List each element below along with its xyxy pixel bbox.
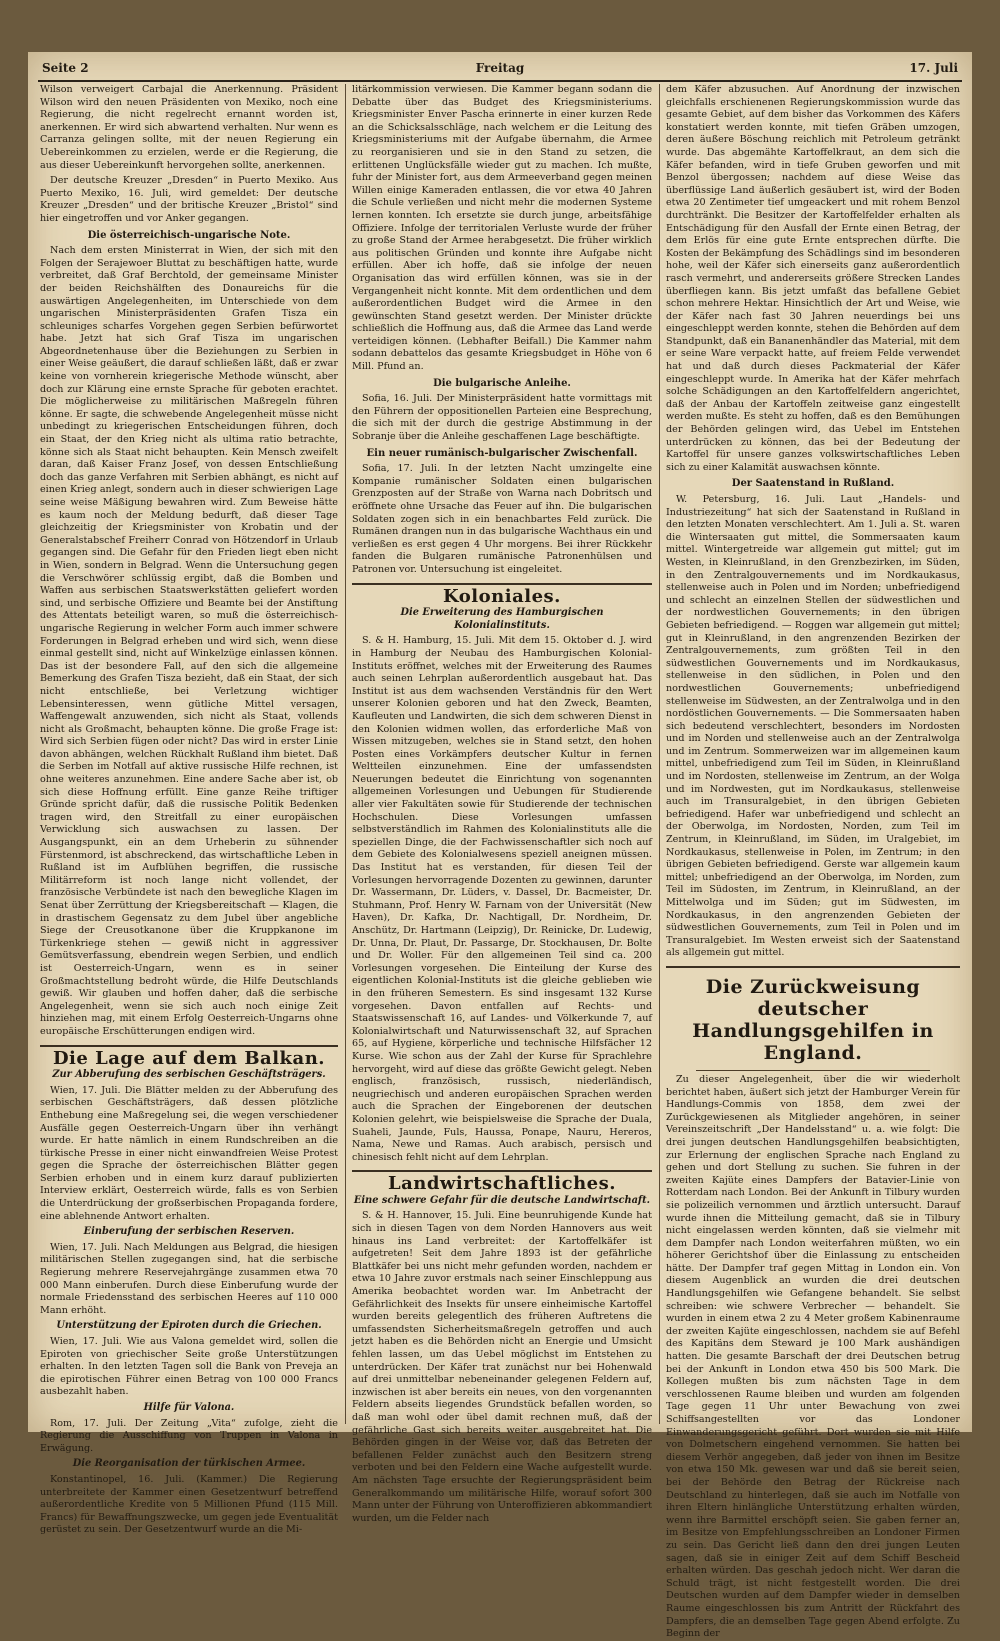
article-text: Rom, 17. Juli. Der Zeitung „Vita“ zufolge, zieht die Regierung die Ausschiffung von Truppen in Valona in Erwägung. xyxy=(40,1417,338,1454)
column-1 xyxy=(40,84,338,1536)
article-text: Sofia, 17. Juli. In der letzten Nacht umzingelte eine Kompanie rumänischer Soldaten einen bulgarischen Grenzposten auf der Straße von Warna nach Dobritsch und eröffnete ohne Ursache das Feuer auf ihn. Die bulgarischen Soldaten zogen sich in ein benachbartes Feld zurück. Die Rumänen drangen nun in das bulgarische Wachthaus ein und verließen es erst gegen 4 Uhr morgens. Bei ihrer Rückkehr fanden die Bulgaren rumänische Patronenhülsen und Patronen vor. Untersuchung ist eingeleitet. xyxy=(352,463,652,575)
article-text: Wien, 17. Juli. Nach Meldungen aus Belgrad, die hiesigen militärischen Stellen zugegangen sind, hat die serbische Regierung mehrere Reservejahrgänge zusammen etwa 70 000 Mann einberufen. Durch diese Einberufung wurde der normale Friedensstand des serbischen Heeres auf 110 000 Mann erhöht. xyxy=(40,1241,338,1316)
section-title: Die Zurückweisung deutscher Handlungsgehilfen in England. xyxy=(692,975,934,1064)
divider xyxy=(666,966,960,968)
subheading: Einberufung der serbischen Reserven. xyxy=(83,1226,295,1238)
section-heading: Ein neuer rumänisch-bulgarischer Zwischenfall. xyxy=(366,447,638,459)
article-text: W. Petersburg, 16. Juli. Laut „Handels- und Industriezeitung“ hat sich der Saatenstand in Rußland in den letzten Monaten verschlechtert. Am 1. Juli a. St. waren die Wintersaaten gut mittel, die Sommersaaten kaum mittel. Wintergetreide war allgemein gut mittel; gut im Westen, in Kleinrußland, in den Grenzbezirken, im Süden, in den Zentralgouvernements und im Nordkaukasus, stellenweise auch in Polen und im Norden; unbefriedigend und schlecht an einzelnen Stellen der südwestlichen und der nordwestlichen Gouvernements; in den übrigen Gebieten befriedigend. — Roggen war allgemein gut mittel; gut in Kleinrußland, in den angrenzenden Bezirken der Zentralgouvernements, zum größten Teil in den südwestlichen Gouvernements und im Nordkaukasus, stellenweise in den südlichen, in Polen und den nordwestlichen Gouvernements; unbefriedigend stellenweise im Südwesten, an der Zentralwolga und in den nordöstlichen Gouvernements. — Die Sommersaaten haben sich bedeutend verschlechtert, besonders im Nordosten und im Norden und stellenweise auch an der Zentralwolga und im Zentrum. Sommerweizen war im allgemeinen kaum mittel, unbefriedigend zum Teil im Süden, in Kleinrußland und im Nordosten, stellenweise im Zentrum, an der Wolga und im Nordwesten, gut im Nordkaukasus, stellenweise auch im Transuralgebiet, in den übrigen Gebieten befriedigend. Hafer war unbefriedigend und schlecht an der Oberwolga, im Nordosten, Norden, zum Teil im Zentrum, in Kleinrußland, im Süden, im Uralgebiet, im Nordkaukasus, stellenweise in Polen, im Zentrum; in den übrigen Gebieten befriedigend. Gerste war allgemein kaum mittel; unbefriedigend an der Oberwolga, im Norden, zum Teil im Südosten, im Zentrum, in Kleinrußland, an der Mittelwolga und im Süden; gut im Südwesten, im Nordkaukasus, in den angrenzenden Gebieten der südwestlichen Gouvernements, zum Teil in Polen und im Transuralgebiet. Im Westen erweist sich der Saatenstand als allgemein gut mittel. xyxy=(666,494,960,959)
subheading: Die Erweiterung des Hamburgischen Kolonialinstituts. xyxy=(400,607,604,631)
section-heading: Die bulgarische Anleihe. xyxy=(433,377,571,389)
article-text: litärkommission verwiesen. Die Kammer begann sodann die Debatte über das Budget des Kriegsministeriums. Kriegsminister Enver Pascha erinnerte in einer kurzen Rede an die Schicksalsschläge, nach welchem er die Leitung des Kriegsministeriums mit der Aufgabe übernahm, die Armee zu reorganisieren und sie in den Stand zu setzen, die erlittenen Unglücksfälle wieder gut zu machen. Ich mußte, fuhr der Minister fort, aus dem Armeeverband gegen meinen Willen einige Kameraden entlassen, die vor etwa 40 Jahren die Schule verließen und nicht mehr die modernen Systeme lernen konnten. Ich ersetzte sie durch junge, arbeitsfähige Offiziere. Infolge der territorialen Verluste wurde der früher zu große Stand der Armee herabgesetzt. Die früher wirklich aus politischen Gründen und konnte ihre Aufgabe nicht erfüllen. Aber ich hoffe, daß sie infolge der neuen Organisation das wird erfüllen können, was sie in der Vergangenheit nicht konnte. Mit dem ordentlichen und dem außerordentlichen Budget wird die Armee in den gewünschten Stand gesetzt werden. Der Minister drückte schließlich die Hoffnung aus, daß die Armee das Land werde verteidigen können. (Lebhafter Beifall.) Die Kammer nahm sodann debattelos das gesamte Kriegsbudget in Höhe von 6 Mill. Pfund an. xyxy=(352,84,652,373)
page-date: 17. Juli xyxy=(909,61,958,75)
page-header xyxy=(38,58,962,82)
section-heading: Der Saatenstand in Rußland. xyxy=(731,478,895,490)
column-3 xyxy=(666,84,960,1640)
article-text: Zu dieser Angelegenheit, über die wir wiederholt berichtet haben, äußert sich jetzt der Hamburger Verein für Handlungs-Commis von 1858, dem zwei der Zurückgewiesenen als Mitglieder angehören, in seiner Vereinszeitschrift „Der Handelsstand“ u. a. wie folgt: Die drei jungen deutschen Handlungsgehilfen beabsichtigten, zur Erlernung der englischen Sprache nach England zu gehen und dort Stellung zu suchen. Sie fuhren in der zweiten Kajüte eines Dampfers der Batavier-Linie von Rotterdam nach London. Bei der Ankunft in Tilbury wurden sie polizeilich vernommen und ärztlich untersucht. Darauf wurde ihnen die Mitteilung gemacht, daß sie in Tilbury nicht eingelassen werden könnten, daß sie vielmehr mit dem Dampfer nach London weiterfahren müßten, wo ein höherer Gerichtshof über die Einlassung zu entscheiden hätte. Der Dampfer traf gegen Mittag in London ein. Von diesem Augenblick an wurden die drei deutschen Handlungsgehilfen wie Gefangene behandelt. Sie selbst schreiben: wie schwere Verbrecher — behandelt. Sie wurden in einem etwa 2 zu 4 Meter großem Kabinenraume der zweiten Kajüte eingeschlossen, nachdem sie auf Befehl des Kapitäns dem Steward je 100 Mark aushändigen hatten. Die gesamte Barschaft der drei Deutschen betrug bei der Ankunft in London etwa 450 bis 500 Mark. Die Kollegen mußten bis zum nächsten Tage in dem verschlossenen Raume bleiben und wurden am folgenden Tage gegen 11 Uhr unter Bewachung von zwei Schiffsangestellten vor das Londoner Einwanderungsgericht geführt. Dort wurden sie mit Hilfe von Dolmetschern eingehend vernommen. Sie hatten bei diesem Verhör angegeben, daß jeder von ihnen im Besitze von etwa 150 Mk. gewesen war und daß sie bereit seien, bei der Behörde den Betrag der Rückreise nach Deutschland zu hinterlegen, daß sie auch im Notfalle von ihren Eltern hinlängliche Unterstützung erhalten würden, wenn ihre Barmittel erschöpft seien. Sie gaben ferner an, im Besitze von Empfehlungsschreiben an Londoner Firmen zu sein. Das Gericht ließ dann den drei jungen Leuten sagen, daß sie in einiger Zeit auf dem Schiff Bescheid erhalten würden. Das geschah jedoch nicht. Wer daran die Schuld trägt, ist nicht festgestellt worden. Die drei Deutschen wurden auf dem Dampfer wieder in demselben Raume eingeschlossen bis zum Antritt der Rückfahrt des Dampfers, die an demselben Tage gegen Abend erfolgte. Zu Beginn der xyxy=(666,1073,960,1640)
subheading: Zur Abberufung des serbischen Geschäftsträgers. xyxy=(52,1069,326,1081)
subheading: Hilfe für Valona. xyxy=(143,1401,235,1413)
article-text: Nach dem ersten Ministerrat in Wien, der sich mit den Folgen der Serajewoer Bluttat zu beschäftigen hatte, wurde verbreitet, daß Graf Berchtold, der gemeinsame Minister der beiden Reichshälften des Donaureichs für die auswärtigen Angelegenheiten, im Unterschiede von dem ungarischen Ministerpräsidenten Grafen Tisza ein schleuniges scharfes Vorgehen gegen Serbien befürwortet habe. Jetzt hat sich Graf Tisza im ungarischen Abgeordnetenhause über die Beziehungen zu Serbien in einer Weise geäußert, die darauf schließen läßt, daß er zwar keine von vornherein kriegerische Methode wünscht, aber doch zur Klärung eine ernste Sprache für geboten erachtet. Die möglicherweise zu militärischen Maßregeln führen könne. Er sagte, die schwebende Angelegenheit müsse nicht unbedingt zu kriegerischen Entscheidungen führen, doch ein Staat, der den Krieg nicht als ultima ratio betrachte, könne sich als Staat nicht behaupten. Kein Mensch zweifelt daran, daß Kaiser Franz Josef, von dessen Entschließung doch das ganze Verfahren mit Serbien abhängt, es nicht auf einen Krieg anlegt, sondern auch in dieser schwierigen Lage seine weise Mäßigung bewahren wird. Zum Beweise hätte es kaum noch der Meldung bedurft, daß dieser Tage gleichzeitig der Kriegsminister von Krobatin und der Generalstabschef Freiherr Conrad von Hötzendorf in Urlaub gegangen sind. Die Gefahr für den Frieden liegt eben nicht in Wien, sondern in Belgrad. Wenn die Untersuchung gegen die Verschwörer schlüssig ergibt, daß die Bomben und Waffen aus serbischen Staatswerkstätten geliefert worden sind, und serbische Offiziere und Beamte bei der Anstiftung des Attentats beteiligt waren, so muß die österreichisch-ungarische Regierung in welcher Form auch immer schwere Forderungen in Belgrad erheben und wird sich, wenn diese einmal gestellt sind, nicht auf Winkelzüge einlassen können. Das ist der besondere Fall, auf den sich die allgemeine Bemerkung des Grafen Tisza bezieht, daß ein Staat, der sich nicht entschließe, bei Verletzung wichtiger Lebensinteressen, wenn gütliche Mittel versagen, Waffengewalt anzuwenden, sich nicht als Staat, vollends nicht als Großmacht, behaupten könne. Die große Frage ist: Wird sich Serbien fügen oder nicht? Das wird in erster Linie davon abhängen, welchen Rückhalt Rußland ihm bietet. Daß die Serben im Notfall auf aktive russische Hilfe rechnen, ist ohne weiteres anzunehmen. Eine andere Sache aber ist, ob sich diese Hoffnung erfüllt. Eine ganze Reihe triftiger Gründe spricht dafür, daß die russische Politik Bedenken tragen wird, den Streitfall zu einer europäischen Verwicklung sich auswachsen zu lassen. Der Ausgangspunkt, ein an dem Urheberin zu sühnender Fürstenmord, ist abschreckend, das wirtschaftliche Leben in Rußland ist im Aufblühen begriffen, die russische Militärreform ist noch lange nicht vollendet, der französische Verbündete ist nach den bewegliche Klagen im Senat über Zerrüttung der Kriegsbereitschaft — Klagen, die in drastischem Gegensatz zu dem Jubel über angebliche Siege der Creusotkanone über die Kruppkanone im Türkenkriege stehen — gewiß nicht in aggressiver Gemütsverfassung, ebendrein wegen Serbien, und endlich ist Oesterreich-Ungarn, wenn es in seiner Großmachtstellung bedroht würde, die Hilfe Deutschlands gewiß. Wir glauben und hoffen daher, daß die serbische Angelegenheit, wenn sie sich auch noch einige Zeit hinziehen mag, mit einem Erfolg Oesterreich-Ungarns ohne europäische Erschütterungen endigen wird. xyxy=(40,245,338,1037)
article-text: Wien, 17. Juli. Die Blätter melden zu der Abberufung des serbischen Geschäftsträgers, daß dessen plötzliche Enthebung eine Maßregelung sei, die wegen verschiedener Ausfälle gegen Oesterreich-Ungarn über ihn verhängt wurde. Er hatte nämlich in einem Rundschreiben an die türkische Presse in einer nicht einwandfreien Weise Protest gegen die Sprache der österreichischen Blätter gegen Serbien erhoben und in einem kurz darauf publizierten Interview erklärt, Oesterreich würde, falls es von Serbien die Unterdrückung der großserbischen Propaganda fordere, eine ablehnende Antwort erhalten. xyxy=(40,1084,338,1222)
article-text: Wilson verweigert Carbajal die Anerkennung. Präsident Wilson wird den neuen Präsidenten von Mexiko, noch eine Regierung, die nicht regelrecht ernannt worden ist, anerkennen. Er wird sich abwartend verhalten. Nur wenn es Carranza gelingen sollte, mit der neuen Regierung ein Uebereinkommen zu erzielen, werde er die Regierung, die aus dieser Uebereinkunft hervorgehen sollte, anerkennen. xyxy=(40,84,338,171)
article-text: S. & H. Hannover, 15. Juli. Eine beunruhigende Kunde hat sich in diesen Tagen von dem Norden Hannovers aus weit hinaus ins Land verbreitet: der Kartoffelkäfer ist aufgetreten! Seit dem Jahre 1893 ist der gefährliche Blattkäfer bei uns nicht mehr gefunden worden, nachdem er etwa 10 Jahre zuvor erstmals nach seiner Einschleppung aus Amerika beobachtet worden war. Im Anbetracht der Gefährlichkeit des Insekts für unsere einheimische Kartoffel wurden bereits gelegentlich des früheren Auftretens die umfassendsten Sicherheitsmaßregeln getroffen und auch jetzt haben es die Behörden nicht an Energie und Umsicht fehlen lassen, um das Uebel möglichst im Entstehen zu unterdrücken. Der Käfer trat zunächst nur bei Hohenwald auf drei unmittelbar nebeneinander gelegenen Feldern auf, inzwischen ist aber bereits ein neues, von den vorgenannten Feldern abseits liegendes Grundstück befallen worden, so daß man wohl oder übel damit rechnen muß, daß der gefährliche Gast sich bereits weiter ausgebreitet hat. Die Behörden gingen in der Weise vor, daß das Betreten der befallenen Felder zunächst auch den Besitzern streng verboten und bei den Feldern eine Wache aufgestellt wurde. Am nächsten Tage ersuchte der Regierungspräsident beim Generalkommando um militärische Hilfe, worauf sofort 300 Mann unter der Führung von Unteroffizieren abkommandiert wurden, um die Felder nach xyxy=(352,1210,652,1524)
divider xyxy=(352,1170,652,1172)
section-title: Landwirtschaftliches. xyxy=(387,1173,617,1195)
section-title: Die Lage auf dem Balkan. xyxy=(52,1047,326,1069)
article-text: Der deutsche Kreuzer „Dresden“ in Puerto Mexiko. Aus Puerto Mexiko, 16. Juli, wird gemeldet: Der deutsche Kreuzer „Dresden“ und der britische Kreuzer „Bristol“ sind hier eingetroffen und vor Anker gegangen. xyxy=(40,175,338,224)
page-day: Freitag xyxy=(475,61,525,75)
article-text: S. & H. Hamburg, 15. Juli. Mit dem 15. Oktober d. J. wird in Hamburg der Neubau des Hamburgischen Kolonial-Instituts eröffnet, welches mit der Erweiterung des Raumes auch seinen Lehrplan außerordentlich ausgebaut hat. Das Institut ist aus dem wachsenden Verständnis für den Wert unserer Kolonien geboren und hat den Zweck, Beamten, Kaufleuten und Landwirten, die sich dem schweren Dienst in den Kolonien widmen wollen, das erforderliche Maß von Wissen mitzugeben, welches sie in Stand setzt, den hohen Posten eines Vorkämpfers deutscher Kultur in fernen Weltteilen einzunehmen. Eine der umfassendsten Neuerungen bedeutet die Einrichtung von sogenannten allgemeinen Vorlesungen und Uebungen für Studierende aller vier Fakultäten sowie für Studierende der technischen Hochschulen. Diese Vorlesungen umfassen selbstverständlich im Rahmen des Kolonialinstituts alle die speziellen Dinge, die der Fachwissenschaftler sich noch auf dem Gebiete des Kolonialwesens speziell aneignen müssen. Das Institut hat es verstanden, für diesen Teil der Vorlesungen hervorragende Dozenten zu gewinnen, darunter Dr. Wassermann, Dr. Lüders, v. Dassel, Dr. Bacmeister, Dr. Stuhmann, Prof. Henry W. Farnam von der Universität (New Haven), Dr. Kafka, Dr. Nachtigall, Dr. Nordheim, Dr. Anschütz, Dr. Hartmann (Leipzig), Dr. Reinicke, Dr. Ludewig, Dr. Unna, Dr. Plaut, Dr. Passarge, Dr. Stockhausen, Dr. Bolte und Dr. Woller. Für den allgemeinen Teil sind ca. 200 Vorlesungen vorgesehen. Die Einteilung der Kurse des eigentlichen Kolonial-Instituts ist die gleiche geblieben wie in den früheren Semestern. Es sind insgesamt 132 Kurse vorgesehen. Davon entfallen auf Rechts- und Staatswissenschaft 16, auf Landes- und Völkerkunde 7, auf Kolonialwirtschaft und Naturwissenschaft 32, auf Sprachen 65, auf Hygiene, körperliche und technische Hilfsfächer 12 Kurse. Wie schon aus der Zahl der Kurse für Sprachlehre hervorgeht, wird auf diese das größte Gewicht gelegt. Neben englisch, französisch, russisch, niederländisch, neugriechisch und anderen europäischen Sprachen werden auch die Sprachen der Eingeborenen der deutschen Kolonien gelehrt, wie beispielsweise die Sprache der Duala, Suaheli, Jaunde, Fuls, Haussa, Ponape, Nauru, Hereros, Nama, Newe und Ramas. Auch arabisch, persisch und chinesisch fehlt nicht auf dem Lehrplan. xyxy=(352,635,652,1163)
section-title: Koloniales. xyxy=(443,585,561,607)
article-text: dem Käfer abzusuchen. Auf Anordnung der inzwischen gleichfalls erschienenen Regierungskommission wurde das gesamte Gebiet, auf dem bisher das Vorkommen des Käfers konstatiert werden konnte, mit tiefen Gräben umzogen, deren äußere Böschung reichlich mit Petroleum getränkt wurde. Das abgemähte Kartoffelkraut, an dem sich die Käfer befanden, wird in tiefe Gruben geworfen und mit Benzol übergossen; nachdem auf diese Weise das überflüssige Land äußerlich gesäubert ist, wird der Boden etwa 20 Zentimeter tief umgeackert und mit rohem Benzol durchtränkt. Die Besitzer der Kartoffelfelder erhalten als Entschädigung für den Ausfall der Ernte einen Betrag, der dem Erlös für eine gute Ernte entsprechen dürfte. Die Kosten der Bekämpfung des Schädlings sind im besonderen hohe, weil der Käfer sich einerseits ganz außerordentlich rasch vermehrt, und andererseits größere Strecken Landes überfliegen kann. Bis jetzt umfaßt das befallene Gebiet schon mehrere Hektar. Hinsichtlich der Art und Weise, wie der Käfer nach fast 30 Jahren neuerdings bei uns eingeschleppt werden konnte, stehen die Behörden auf dem Standpunkt, daß ein Bananenhändler das Material, mit dem er seine Ware verpackt hatte, auf freiem Felde verwendet hat und daß durch dieses Packmaterial der Käfer eingeschleppt wurde. In Amerika hat der Käfer mehrfach solche Schädigungen an den Kartoffelfeldern angerichtet, daß der Anbau der Kartoffeln zeitweise ganz eingestellt werden mußte. Es steht zu hoffen, daß es den Bemühungen der Behörden gelingen wird, das Uebel im Entstehen unterdrücken zu können, das bei der Bedeutung der Kartoffel für unsere ganzes volkswirtschaftliches Leben sich zu einer Kalamität auswachsen könnte. xyxy=(666,84,960,473)
subheading: Die Reorganisation der türkischen Armee. xyxy=(72,1458,306,1470)
divider xyxy=(40,1045,338,1047)
divider xyxy=(352,583,652,585)
column-2 xyxy=(352,84,652,1524)
article-text: Wien, 17. Juli. Wie aus Valona gemeldet wird, sollen die Epiroten von griechischer Seite große Unterstützungen erhalten. In den letzten Tagen soll die Bank von Preveja an die epirotischen Führer einen Betrag von 100 000 Francs ausbezahlt haben. xyxy=(40,1336,338,1398)
column-rule xyxy=(659,84,660,1424)
subheading: Unterstützung der Epiroten durch die Griechen. xyxy=(56,1320,322,1332)
subheading: Eine schwere Gefahr für die deutsche Landwirtschaft. xyxy=(353,1194,651,1206)
article-text: Konstantinopel, 16. Juli. (Kammer.) Die Regierung unterbreitete der Kammer einen Gesetzentwurf betreffend außerordentliche Kredite von 5 Millionen Pfund (115 Mill. Francs) für Bewaffnungszwecke, um gegen jede Eventualität gerüstet zu sein. Der Gesetzentwurf wurde an die Mi- xyxy=(40,1473,338,1536)
newspaper-page xyxy=(28,52,972,1640)
divider xyxy=(696,1070,930,1071)
article-text: Sofia, 16. Juli. Der Ministerpräsident hatte vormittags mit den Führern der oppositionellen Parteien eine Besprechung, die sich mit der durch die gestrige Abstimmung in der Sobranje über die Anleihe geschaffenen Lage beschäftigte. xyxy=(352,393,652,443)
page-number: Seite 2 xyxy=(42,61,89,75)
section-heading: Die österreichisch-ungarische Note. xyxy=(87,229,291,241)
column-rule xyxy=(345,84,346,1424)
